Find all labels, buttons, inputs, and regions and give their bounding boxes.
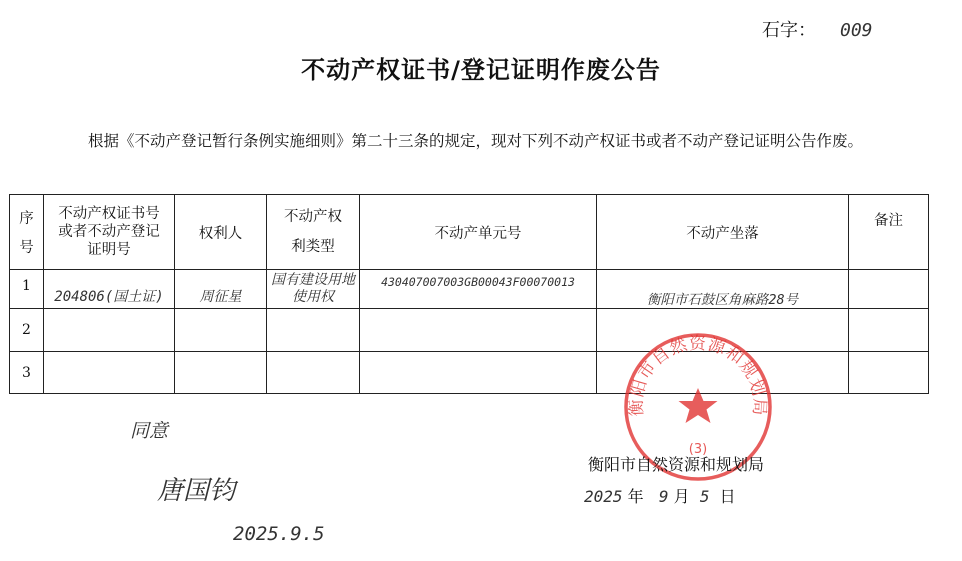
date-year: 2025 (584, 487, 623, 506)
header-cert-no-line1: 不动产权证书号 (58, 206, 160, 222)
notice-paragraph: 根据《不动产登记暂行条例实施细则》第二十三条的规定，现对下列不动产权证书或者不动产登记证明公告作废。 (88, 132, 864, 150)
row-unit-no: 430407007003GB00043F00070013 (360, 270, 597, 309)
header-cert-no-line3: 证明号 (87, 242, 131, 258)
row-holder (175, 352, 267, 394)
date-month-unit: 月 (673, 487, 690, 506)
row-right-type (267, 270, 360, 309)
row-holder: 周征星 (175, 270, 267, 309)
row-cert-no (44, 352, 175, 394)
header-cert-no-line2: 或者不动产登记 (58, 224, 160, 240)
header-right-type-line2: 利类型 (291, 239, 335, 255)
issuer-name: 衡阳市自然资源和规划局 (588, 455, 765, 474)
row-unit-no (360, 352, 597, 394)
row-unit-no (360, 309, 597, 352)
row-index: 1 (10, 270, 44, 309)
header-unit-no: 不动产单元号 (360, 195, 597, 270)
row-holder (175, 309, 267, 352)
row-index: 3 (10, 352, 44, 394)
row-location: 衡阳市石鼓区角麻路28号 (597, 270, 849, 309)
handwritten-date: 2025.9.5 (233, 523, 325, 545)
row-remark (849, 309, 929, 352)
date-month: 9 (658, 487, 669, 506)
table-row (10, 270, 929, 309)
header-cert-no (44, 195, 175, 270)
handwritten-approval: 同意 (130, 420, 169, 442)
row-right-type (267, 309, 360, 352)
row-cert-no (44, 309, 175, 352)
seal-text: 衡阳市自然资源和规划局 (626, 333, 770, 417)
table-row (10, 309, 929, 352)
header-right-type-line1: 不动产权 (284, 209, 342, 225)
row-remark (849, 270, 929, 309)
document-number (762, 16, 873, 42)
issue-date (584, 484, 736, 507)
page-title: 不动产权证书/登记证明作废公告 (301, 56, 661, 84)
header-right-type (267, 195, 360, 270)
date-day-unit: 日 (719, 487, 736, 506)
seal-number: (3) (688, 442, 708, 457)
seal-star-icon (679, 388, 718, 423)
handwritten-signature: 唐国钧 (157, 476, 236, 506)
date-year-unit: 年 (627, 487, 644, 506)
void-certificate-table (9, 194, 929, 394)
header-index-line2: 号 (19, 240, 34, 256)
header-index-line1: 序 (19, 211, 34, 227)
row-index: 2 (10, 309, 44, 352)
row-right-type-line1: 国有建设用地 (271, 272, 355, 288)
header-location: 不动产坐落 (597, 195, 849, 270)
row-right-type-line2: 使用权 (292, 289, 334, 305)
header-holder: 权利人 (175, 195, 267, 270)
header-remark: 备注 (849, 195, 929, 270)
table-row (10, 352, 929, 394)
document-number-value: 009 (840, 20, 873, 41)
header-index (10, 195, 44, 270)
date-day: 5 (699, 487, 710, 506)
table-header-row (10, 195, 929, 270)
document-number-label: 石字： (762, 20, 816, 41)
row-right-type (267, 352, 360, 394)
row-remark (849, 352, 929, 394)
row-cert-no: 204806(国土证) (44, 270, 175, 309)
